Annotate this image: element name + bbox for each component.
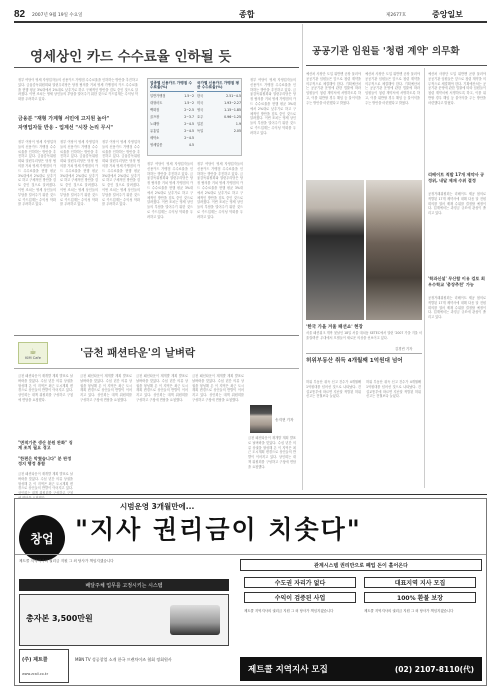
newspaper-logo: 중앙일보 (432, 9, 463, 19)
cafe-body-col-4: 금천 패션타운이 재개발 계획 발표로 날벼락을 맞았다. 수십 년간 의류 상권을 형성해 온 이 지역은 최근 도시계획 변경으로 상인들의 반발이 이어지고 있다. 상인회는 대책 위원회를 구성하고 구청에 면담을 요청했다. (192, 374, 244, 402)
ad-label-a: 수도권 자리가 없다 (244, 577, 356, 588)
table-row: 독일 2.05 (197, 129, 241, 133)
page-header (14, 7, 487, 21)
ad-footer-phone: (02) 2107-8110(代) (394, 664, 474, 674)
ad-label-d: 100% 환불 보장 (364, 592, 476, 603)
fashion-photo-right (366, 180, 422, 320)
table-row: 한국 2.51~4.5 (197, 94, 241, 98)
cafe-badge-label: KIM Cafe (25, 355, 41, 360)
right-col-body-top: 예산처 사장단 도입 위반땐 곧장 물러야 공공기관 임원들은 앞으로 청렴 계약을 의무적으로 체결해야 한다. 기획예산처는 공공기관 운영에 관한 법률에 따라 임원들이 청렴 계약서에 서명하도록 하고, 이를 위반할 경우 해임 등 불이익을 주는 방안을 마련했다고 밝혔다. (428, 72, 486, 105)
issue-number: 제2677호 (386, 13, 407, 18)
reporter-photo (250, 405, 272, 433)
main-headline: 영세상인 카드 수수료율 인하될 듯 (30, 49, 232, 65)
article-body-col-3: 정부 여당이 영세 자영업자들의 신용카드 가맹점 수수료율을 인하하는 방안을 추진하고 있다. 금융감독위원회와 열린우리당은 당정 협의를 거쳐 영세 가맹점의 카드 수수료율을 현행 평균 3%대에서 2%대로 낮추기로 하고 구체적인 방안을 검토 중인 것으로 알려졌다. 이번 조치는 영세 상인들의 부담을 덜어주기 위한 것으로 카드업계는 수익성 악화를 우려하고 있다. (102, 140, 140, 207)
coffee-cup-icon: ☕ (29, 346, 37, 356)
cafe-body-col-1b: 금천 패션타운이 재개발 계획 발표로 날벼락을 맞았다. 수십 년간 의류 상권을 형성해 온 이 지역은 최근 도시계획 변경으로 상인들의 반발이 이어지고 있다. 상인회는 대책 위원회를 구성하고 구청 (18, 472, 73, 496)
ad-headline: "지사 권리금이 치솟다" (75, 515, 362, 544)
right-top-headline: 공공기관 임원들 '청렴 계약' 의무화 (312, 46, 460, 57)
ad-footer-note: MBN TV 성공창업 소개 한국 프랜차이즈 협회 정회원사 (75, 657, 172, 662)
subhead-primary: 금융분 "재형 가계형 서민에 고지원 높아" (18, 116, 110, 122)
page-number: 82 (14, 9, 26, 20)
ad-footer-title: 제트콜 지역지사 모집 (248, 665, 328, 675)
fashion-caption: '한국 가을 겨울 패션쇼' 현장 (306, 325, 363, 330)
cafe-body-col-2: 금천 패션타운이 재개발 계획 발표로 날벼락을 맞았다. 수십 년간 의류 상권을 형성해 온 이 지역은 최근 도시계획 변경으로 상인들의 반발이 이어지고 있다. 상인회는 대책 위원회를 구성하고 구청에 면담을 요청했다. (80, 374, 132, 402)
ad-dark-banner (19, 579, 229, 591)
right-col-body-2: 공정거래위원회는 리베이트 제공 혐의로 적발된 17개 제약사에 대해 다음 달 전원회의를 열어 제재 수위를 결정할 예정이다. 업계에서는 과징금 규모에 관심이 쏠리고 있다. (428, 296, 486, 320)
table-row: 유흥업 2~4.5 (150, 129, 194, 133)
article-body-col-2: 정부 여당이 영세 자영업자들의 신용카드 가맹점 수수료율을 인하하는 방안을 추진하고 있다. 금융감독위원회와 열린우리당은 당정 협의를 거쳐 영세 가맹점의 카드 수수료율을 현행 평균 3%대에서 2%대로 낮추기로 하고 구체적인 방안을 검토 중인 것으로 알려졌다. 이번 조치는 영세 상인들의 부담을 덜어주기 위한 것으로 카드업계는 수익성 악화를 우려하고 있다. (60, 140, 98, 207)
ad-company-box (19, 649, 69, 683)
subhead-secondary: 자영업자들 반응 - 업계선 "시장 논리 무시" (18, 125, 114, 131)
right-top-body-col-1: 예산처 사장단 도입 위반땐 곧장 물러야 공공기관 임원들은 앞으로 청렴 계약을 의무적으로 체결해야 한다. 기획예산처는 공공기관 운영에 관한 법률에 따라 임원들이 청렴 계약서에 서명하도록 하고, 이를 위반할 경우 해임 등 불이익을 주는 방안을 마련했다고 밝혔다. (306, 72, 361, 105)
ad-company-url: www.zcall.co.kr (22, 672, 49, 676)
article-body-col-1: 정부 여당이 영세 자영업자들의 신용카드 가맹점 수수료율을 인하하는 방안을 추진하고 있다. 금융감독위원회와 열린우리당은 당정 협의를 거쳐 영세 가맹점의 카드 수수료율을 현행 평균 3%대에서 2%대로 낮추기로 하고 구체적인 방안을 검토 중인 것으로 알려졌다. 이번 조치는 영세 상인들의 부담을 덜어주기 위한 것으로 카드업계는 수익성 악화를 우려하고 있다. (18, 140, 56, 207)
advertisement (14, 498, 487, 686)
ad-sub-text: 제트콜 지역지사의 권리금 지원 그 외 당사가 책임지겠습니다 (19, 559, 114, 563)
article-body-col-4: 정부 여당이 영세 자영업자들의 신용카드 가맹점 수수료율을 인하하는 방안을 추진하고 있다. 금융감독위원회와 열린우리당은 당정 협의를 거쳐 영세 가맹점의 카드 수수료율을 현행 평균 3%대에서 2%대로 낮추기로 하고 구체적인 방안을 검토 중인 것으로 알려졌다. 이번 조치는 영세 상인들의 부담을 덜어주기 위한 것으로 카드업계는 수익성 악화를 우려하고 있다. (147, 162, 193, 219)
fashion-body-col-1: 허위 부동산 취득 신고 건수가 4개월째 1억원대를 넘어선 것으로 나타났다. 건설교통부에 따르면 지난달 적발된 허위 신고는 전월보다 늘었다. (306, 380, 361, 399)
ad-right-panel (240, 559, 482, 651)
ad-logo-text: 창업 (30, 531, 54, 546)
rates-col1-title: 업종별 신용카드 가맹점 수수료율(%) (150, 81, 192, 90)
article-body-col-5: 정부 여당이 영세 자영업자들의 신용카드 가맹점 수수료율을 인하하는 방안을 추진하고 있다. 금융감독위원회와 열린우리당은 당정 협의를 거쳐 영세 가맹점의 카드 수수료율을 현행 평균 3%대에서 2%대로 낮추기로 하고 구체적인 방안을 검토 중인 것으로 알려졌다. 이번 조치는 영세 상인들의 부담을 덜어주기 위한 것으로 카드업계는 수익성 악화를 우려하고 있다. (197, 162, 243, 219)
table-row: 백화점 2~2.5 (150, 108, 194, 112)
cafe-pull-quote-2: "한편은 막혔습니다" 분 판정 정지 행정 통합 (18, 456, 72, 467)
table-row: 영국 1.15~1.85 (197, 108, 241, 112)
ad-label-c: 수익이 검증된 사업 (244, 592, 356, 603)
right-col-headline: 리베이트 적발 17개 제약사 공정위, 내달 제재 수위 결정 (428, 172, 485, 183)
cafe-headline: '금천 패션타운'의 날벼락 (80, 347, 196, 359)
van-icon (170, 605, 220, 635)
ad-box-1: 관계시스템 권리만으로 폐업 돈이 흘어온다 (240, 559, 482, 571)
table-row: 영세업종 4.5 (150, 143, 194, 147)
fashion-body-col-2: 허위 부동산 취득 신고 건수가 4개월째 1억원대를 넘어선 것으로 나타났다. 건설교통부에 따르면 지난달 적발된 허위 신고는 전월보다 늘었다. (366, 380, 421, 399)
right-col-subhead: '학과신설' 무산할 이유 검토 최우수학교 '총장추천' 가능 (428, 276, 485, 287)
rates-list (150, 93, 194, 149)
table-row: 골프장 2~3.7 (150, 115, 194, 119)
ad-label-b: 대표지역 지사 모집 (364, 577, 476, 588)
ad-footer-bar (240, 657, 482, 681)
table-row: 호주 0.96~1.25 (197, 115, 241, 119)
ad-company-name: (주) 제트콜 (22, 657, 48, 663)
fashion-sub-headline: 허위부동산 취득 4개월째 1억원대 넘어 (306, 358, 403, 364)
rates-infographic (147, 78, 242, 156)
rates-list-national (197, 93, 241, 135)
cafe-body-col-5: 금천 패션타운이 재개발 계획 발표로 날벼락을 맞았다. 수십 년간 의류 상권을 형성해 온 이 지역은 최근 도시계획 변경으로 상인들의 반발이 이어지고 있다. 상인회는 대책 위원회를 구성하고 구청에 면담을 요청했다. (248, 436, 296, 469)
ad-price-box (19, 594, 229, 646)
cafe-body-col-3: 금천 패션타운이 재개발 계획 발표로 날벼락을 맞았다. 수십 년간 의류 상권을 형성해 온 이 지역은 최근 도시계획 변경으로 상인들의 반발이 이어지고 있다. 상인회는 대책 위원회를 구성하고 구청에 면담을 요청했다. (136, 374, 188, 402)
article-lede: 정부 여당이 영세 자영업자들의 신용카드 가맹점 수수료율을 인하하는 방안을 추진하고 있다. 금융감독위원회와 열린우리당은 당정 협의를 거쳐 영세 가맹점의 카드 수수료율을 현행 평균 3%대에서 2%대로 낮추기로 하고 구체적인 방안을 검토 중인 것으로 알려졌다. 이번 조치는 영세 상인들의 부담을 덜어주기 위한 것으로 카드업계는 수익성 악화를 우려하고 있다. (18, 78, 138, 102)
ad-banner-text: 배달주체 업무를 고정시키는 시스템 (85, 582, 163, 589)
fashion-photo-left (306, 180, 364, 320)
table-row: 세탁소 2~4.5 (150, 136, 194, 140)
ad-top-line: 시범운영 3개월만에... (120, 502, 195, 511)
section-title: 종합 (239, 10, 255, 19)
table-row: 노래방 2~4.5 (150, 122, 194, 126)
table-row: 미국 1.93~2.27 (197, 101, 241, 105)
right-top-body-col-2: 예산처 사장단 도입 위반땐 곧장 물러야 공공기관 임원들은 앞으로 청렴 계약을 의무적으로 체결해야 한다. 기획예산처는 공공기관 운영에 관한 법률에 따라 임원들이 청렴 계약서에 서명하도록 하고, 이를 위반할 경우 해임 등 불이익을 주는 방안을 마련했다고 밝혔다. (365, 72, 420, 105)
cafe-pull-quote-1: "면적기준 생산 분원 완화" 징계 조치 필요 경고 (18, 440, 73, 451)
rates-col2-title: 국가별 신용카드 가맹점 평균 수수료율(%) (197, 81, 239, 90)
article-body-col-6: 정부 여당이 영세 자영업자들의 신용카드 가맹점 수수료율을 인하하는 방안을 추진하고 있다. 금융감독위원회와 열린우리당은 당정 협의를 거쳐 영세 가맹점의 카드 수수료율을 현행 평균 3%대에서 2%대로 낮추기로 하고 구체적인 방안을 검토 중인 것으로 알려졌다. 이번 조치는 영세 상인들의 부담을 덜어주기 위한 것으로 카드업계는 수익성 악화를 우려하고 있다. (250, 78, 296, 135)
issue-date: 2007년 9월 19일 수요일 (32, 13, 83, 18)
reporter-name: 송지현 기자 (275, 418, 294, 422)
table-row: 일반가맹점 1.5~2 (150, 94, 194, 98)
ad-price-label: 총자본 3,500만원 (26, 614, 93, 623)
cafe-body-col-1: 금천 패션타운이 재개발 계획 발표로 날벼락을 맞았다. 수십 년간 의류 상권을 형성해 온 이 지역은 최근 도시계획 변경으로 상인들의 반발이 이어지고 있다. 상인회는 대책 위원회를 구성하고 구청에 면담을 요청했다. (18, 374, 73, 402)
ad-detail-right: 제트콜 지역지사의 권리금 지원 그 외 당사가 책임지겠습니다 (364, 609, 454, 613)
cafe-badge (18, 342, 48, 364)
ad-detail-left: 제트콜 지역지사의 권리금 지원 그 외 당사가 책임지겠습니다 (244, 609, 334, 613)
right-col-body-1: 공정거래위원회는 리베이트 제공 혐의로 적발된 17개 제약사에 대해 다음 달 전원회의를 열어 제재 수위를 결정할 예정이다. 업계에서는 과징금 규모에 관심이 쏠리고 있다. (428, 192, 486, 216)
photographer-credit: 김경빈 기자 (395, 347, 413, 351)
table-row: 일본 1.9 (197, 122, 241, 126)
table-row: 대형마트 1.5~2 (150, 101, 194, 105)
fashion-caption-body: 서울 패션위크 개막 첫날인 18일 서울 대치동 SETEC에서 열린 '2007 가을 겨울 서울컬렉션' 무대에서 모델들이 새로운 의상을 선보이고 있다. (306, 331, 422, 340)
